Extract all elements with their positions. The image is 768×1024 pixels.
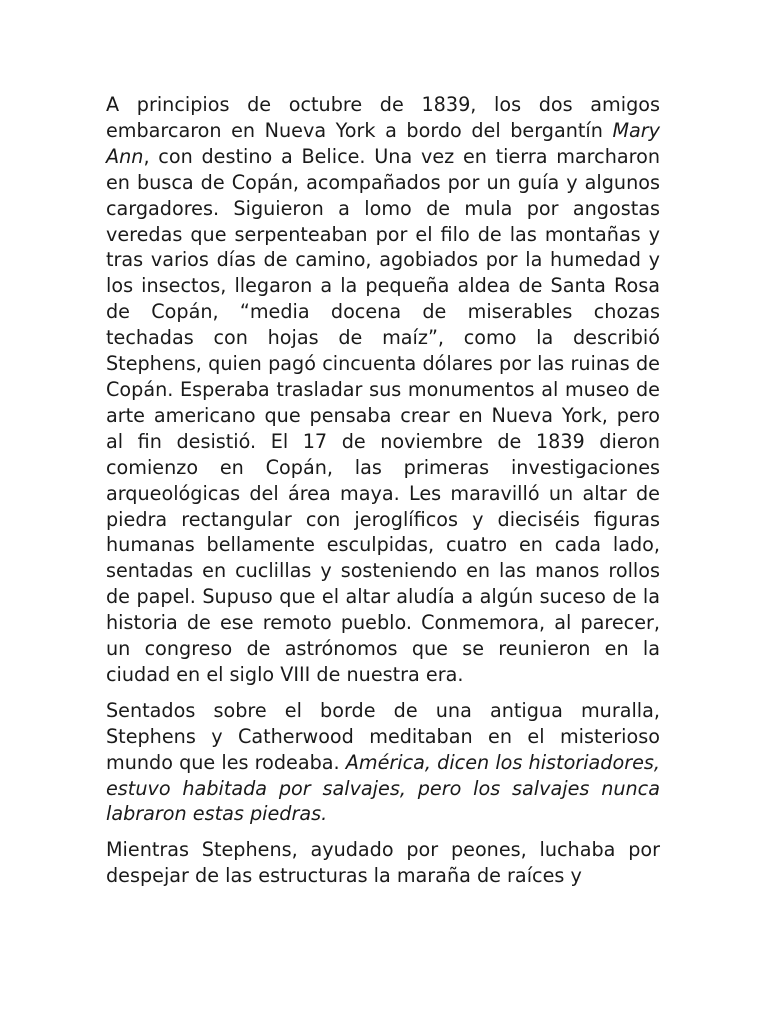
ship-name-italic: Mary Ann	[106, 118, 660, 168]
paragraph-2-italic-quote: América, dicen los historiadores, estuvo habitada por salvajes, pero los salvajes nunca labraron estas piedras.	[106, 750, 660, 826]
paragraph-3-text: Mientras Stephens, ayudado por peones, luchaba por despejar de las estructuras la maraña de raíces y	[106, 838, 660, 888]
paragraph-2	[106, 698, 660, 828]
paragraph-3	[106, 837, 660, 889]
document-page	[106, 92, 660, 899]
paragraph-1	[106, 92, 660, 688]
paragraph-2-text-a: Sentados sobre el borde de una antigua muralla, Stephens y Catherwood meditaban en el misterioso mundo que les rodeaba.	[106, 698, 660, 774]
paragraph-1-text-b: , con destino a Belice. Una vez en tierra marcharon en busca de Copán, acompañados por un guía y algunos cargadores. Siguieron a lomo de mula por angostas veredas que serpenteaban por el filo de las montañas y tras varios días de camino, agobiados por la humedad y los insectos, llegaron a la pequeña aldea de Santa Rosa de Copán, “media docena de miserables chozas techadas con hojas de maíz”, como la describió Stephens, quien pagó cincuenta dólares por las ruinas de Copán. Esperaba trasladar sus monumentos al museo de arte americano que pensaba crear en Nueva York, pero al fin desistió. El 17 de noviembre de 1839 dieron comienzo en Copán, las primeras investigaciones arqueológicas del área maya. Les maravilló un altar de piedra rectangular con jeroglíficos y dieciséis figuras humanas bellamente esculpidas, cuatro en cada lado, sentadas en cuclillas y sosteniendo en las manos rollos de papel. Supuso que el altar aludía a algún suceso de la historia de ese remoto pueblo. Conmemora, al parecer, un congreso de astrónomos que se reunieron en la ciudad en el siglo VIII de nuestra era.	[106, 144, 660, 686]
paragraph-1-text-a: A principios de octubre de 1839, los dos amigos embarcaron en Nueva York a bordo del bergantín	[106, 93, 660, 142]
